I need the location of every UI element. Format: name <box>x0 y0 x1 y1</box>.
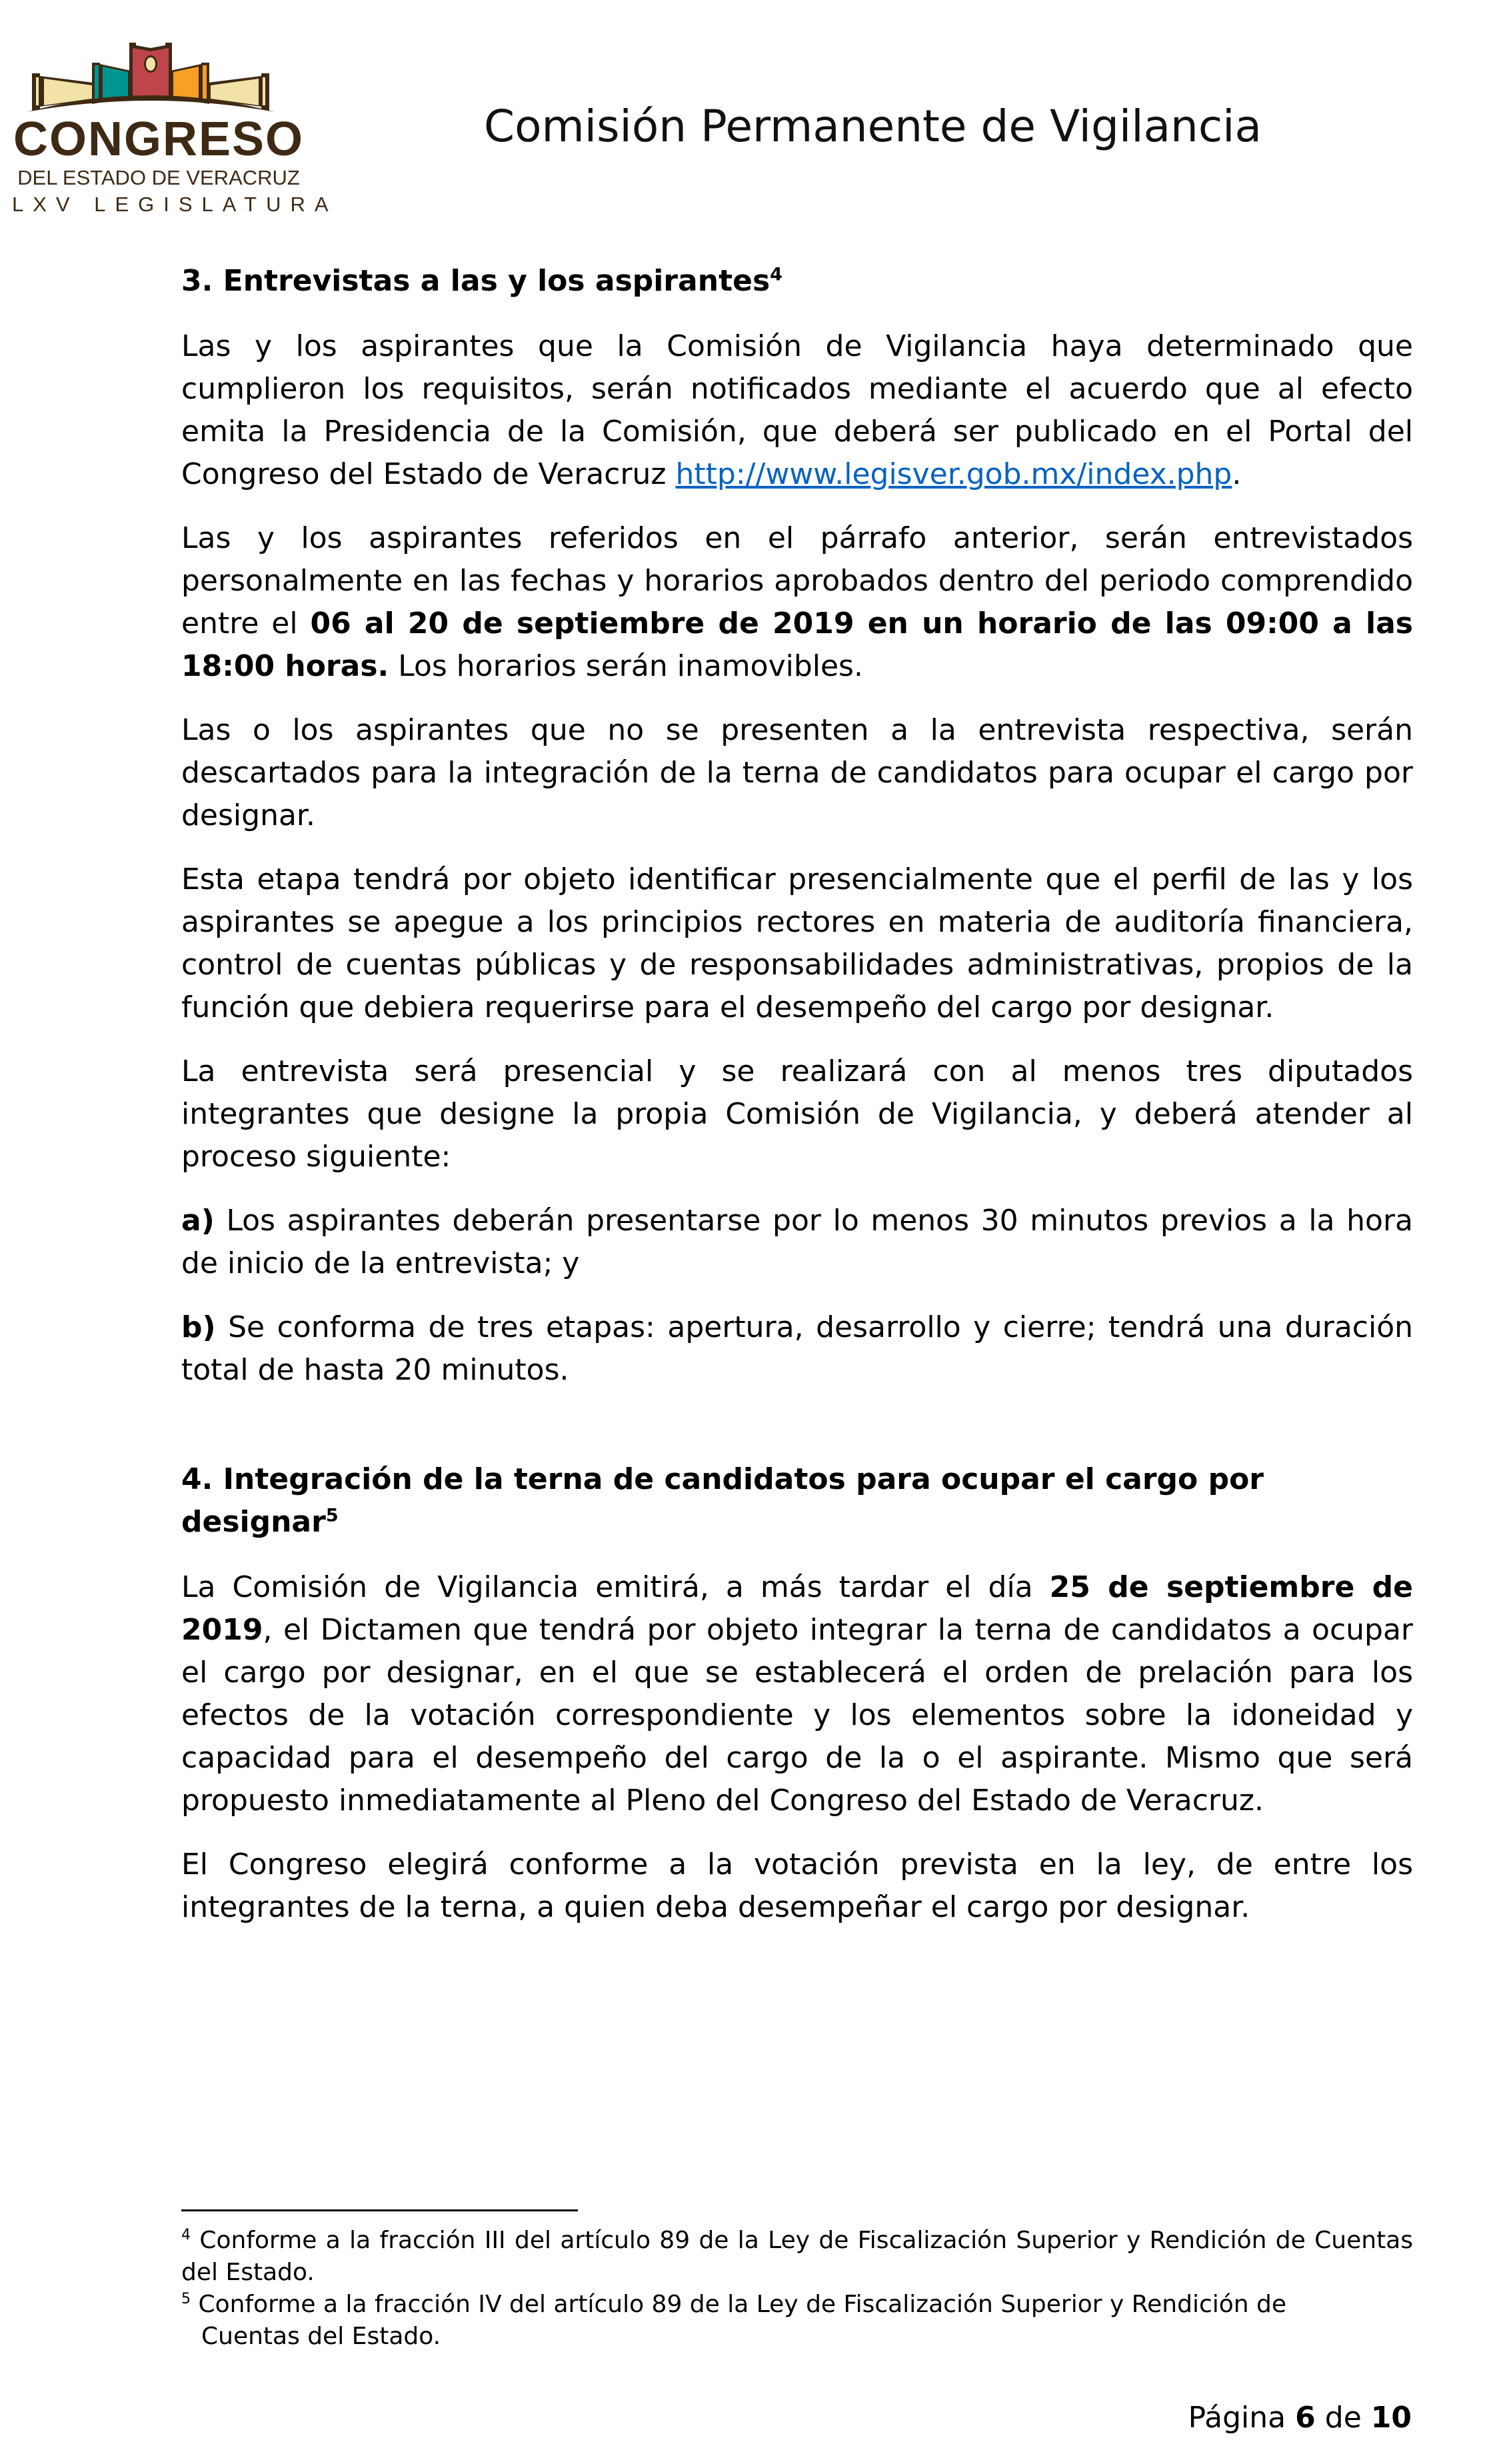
paragraph-notification <box>181 325 1413 496</box>
section-3-heading <box>181 260 1413 303</box>
paragraph-text: La Comisión de Vigilancia emitirá, a más tardar el día <box>181 1570 1050 1604</box>
section-4-heading <box>181 1458 1413 1544</box>
dictamen-date-bold: 25 de septiembre de 2019 <box>181 1570 1414 1647</box>
total-pages: 10 <box>1370 2401 1412 2435</box>
footnote-5 <box>181 2289 1413 2353</box>
footnotes <box>181 2225 1413 2353</box>
paragraph-election: El Congreso elegirá conforme a la votación prevista en la ley, de entre los integrantes de la terna, a quien deba desempeñar el cargo por designar. <box>181 1848 1413 1924</box>
footnote-separator <box>181 2209 578 2211</box>
footnote-ref-4[interactable]: 4 <box>770 264 782 285</box>
list-marker: b) <box>181 1310 216 1344</box>
footnote-number: 4 <box>181 2227 191 2243</box>
list-item-text: Los aspirantes deberán presentarse por lo menos 30 minutos previos a la hora de inicio de la entrevista; y <box>181 1204 1413 1280</box>
logo-subtitle: DEL ESTADO DE VERACRUZ <box>17 166 300 189</box>
interview-dates-bold: 06 al 20 de septiembre de 2019 en un horario de las 09:00 a las 18:00 horas. <box>181 607 1413 683</box>
portal-link[interactable]: http://www.legisver.gob.mx/index.php <box>675 457 1232 491</box>
footnote-text: Conforme a la fracción IV del artículo 89 de la Ley de Fiscalización Superior y Rendición de <box>191 2291 1287 2318</box>
paragraph-dictamen <box>181 1566 1413 1822</box>
current-page: 6 <box>1295 2401 1316 2435</box>
paragraph-interview-dates <box>181 517 1413 688</box>
logo-legislature: LXV LEGISLATURA <box>12 193 338 216</box>
footnote-text-continued: Cuentas del Estado. <box>201 2323 441 2350</box>
paragraph-end: . <box>1232 457 1242 491</box>
paragraph-objective: Esta etapa tendrá por objeto identificar presencialmente que el perfil de las y los aspirantes se apegue a los principios rectores en materia de auditoría financiera, control de cuentas públicas y de responsabilidades administrativas, propios de la función que debiera requerirse para el desempeño del cargo por designar. <box>181 862 1413 1024</box>
page-number <box>1188 2399 1412 2437</box>
footnote-number: 5 <box>181 2291 191 2307</box>
paragraph-text: Las y los aspirantes referidos en el párrafo anterior, serán entrevistados personalmente en las fechas y horarios aprobados dentro del periodo comprendido entre el <box>181 521 1413 640</box>
page-label: Página <box>1188 2401 1286 2435</box>
footnote-text: Conforme a la fracción III del artículo 89 de la Ley de Fiscalización Superior y Rendición de Cuentas del Estado. <box>181 2227 1413 2286</box>
document-body <box>181 260 1413 1929</box>
list-marker: a) <box>181 1204 215 1238</box>
section-4-heading-text: 4. Integración de la terna de candidatos para ocupar el cargo por designar <box>181 1462 1264 1539</box>
header-title: Comisión Permanente de Vigilancia <box>484 101 1262 152</box>
paragraph-discarded: Las o los aspirantes que no se presenten a la entrevista respectiva, serán descartados para la integración de la terna de candidatos para ocupar el cargo por designar. <box>181 713 1413 832</box>
footnote-ref-5[interactable]: 5 <box>325 1505 339 1526</box>
logo-wordmark: CONGRESO <box>13 113 305 166</box>
paragraph-text: , el Dictamen que tendrá por objeto integrar la terna de candidatos a ocupar el cargo por designar, en el que se establecerá el orden de prelación para los efectos de la votación correspondiente y los elementos sobre la idoneidad y capacidad para el desempeño del cargo de la o el aspirante. Mismo que será propuesto inmediatamente al Pleno del Congreso del Estado de Veracruz. <box>181 1613 1413 1818</box>
footnote-4 <box>181 2225 1413 2289</box>
section-3-heading-text: 3. Entrevistas a las y los aspirantes <box>181 264 770 298</box>
list-item-a <box>181 1200 1413 1285</box>
paragraph-text: Los horarios serán inamovibles. <box>389 649 863 683</box>
congreso-logo <box>12 39 338 217</box>
list-item-b <box>181 1306 1413 1392</box>
page-separator: de <box>1324 2401 1362 2435</box>
paragraph-interview-process: La entrevista será presencial y se realizará con al menos tres diputados integrantes que designe la propia Comisión de Vigilancia, y deberá atender al proceso siguiente: <box>181 1054 1413 1174</box>
list-item-text: Se conforma de tres etapas: apertura, desarrollo y cierre; tendrá una duración total de hasta 20 minutos. <box>181 1310 1413 1387</box>
building-emblem-icon <box>12 39 305 113</box>
paragraph-text: Las y los aspirantes que la Comisión de Vigilancia haya determinado que cumplieron los requisitos, serán notificados mediante el acuerdo que al efecto emita la Presidencia de la Comisión, que deberá ser publicado en el Portal del Congreso del Estado de Veracruz <box>181 329 1413 491</box>
